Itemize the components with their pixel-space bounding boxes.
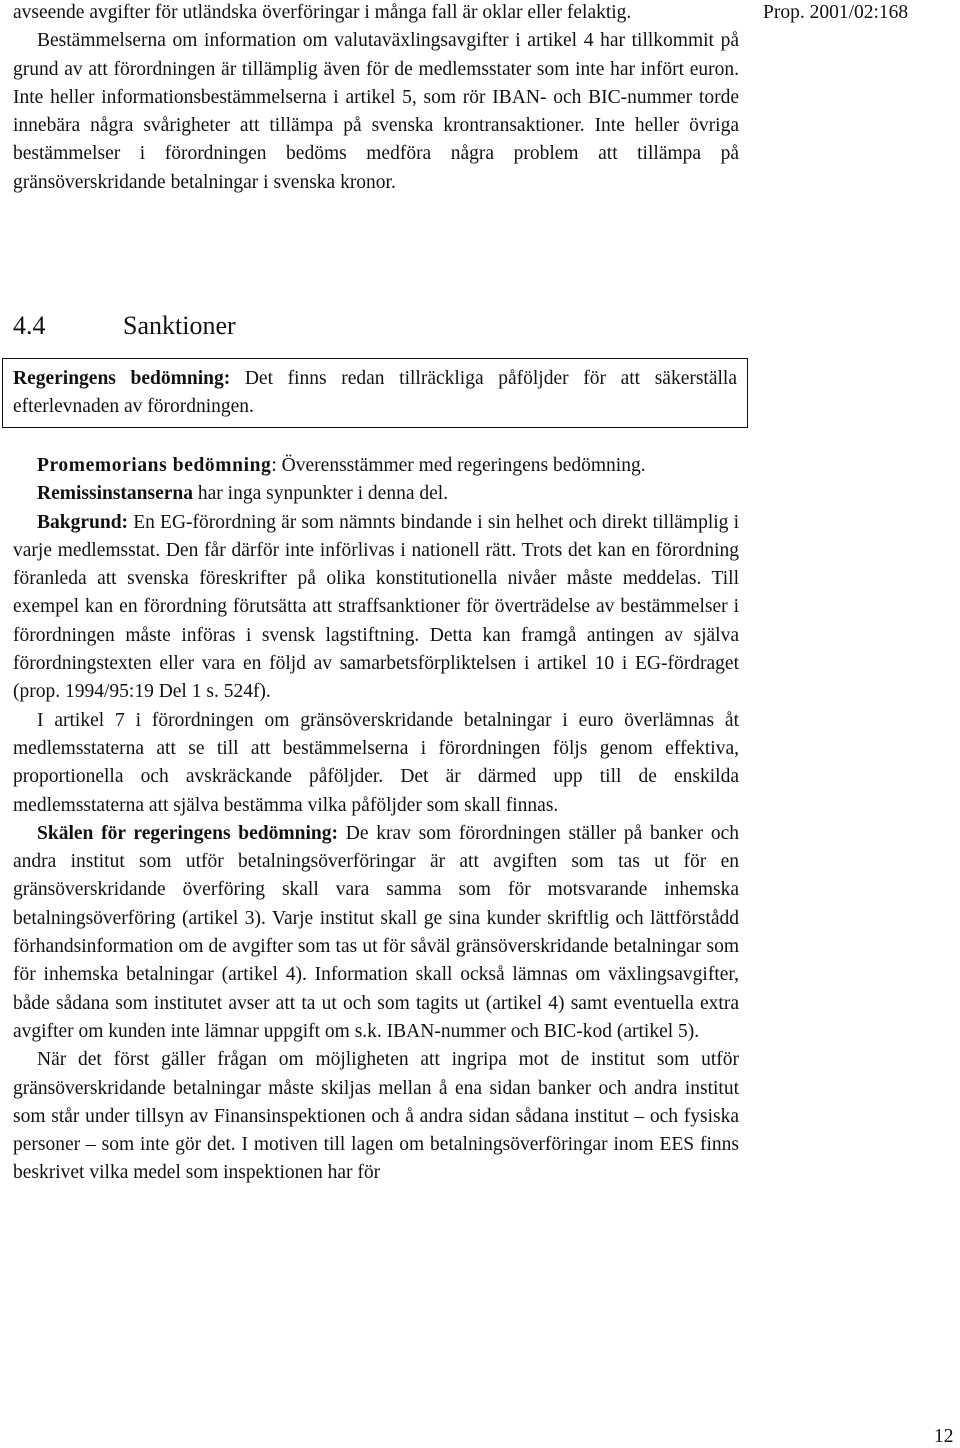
promemoria-label: Promemorians bedömning: [37, 455, 272, 476]
bakgrund-paragraph: [13, 509, 739, 707]
assessment-label: Regeringens bedömning:: [13, 368, 231, 389]
proposition-reference: Prop. 2001/02:168: [763, 2, 909, 23]
remiss-label: Remissinstanserna: [37, 483, 194, 505]
intro-text: [13, 0, 739, 197]
promemoria-text: : Överensstämmer med regeringens bedömning.: [271, 455, 646, 476]
bakgrund-text: En EG-förordning är som nämnts bindande i sin helhet och direkt tillämplig i varje medlemsstat. Den får därför inte införlivas i nationell rätt. Trots det kan en förordning föranleda att svenska föreskrifter på olika konstitutionella nivåer måste meddelas. Till exempel kan en förordning förutsätta att straffsanktioner för överträdelse av bestämmelser i förordningen måste införas i svensk lagstiftning. Detta kan framgå antingen av själva förordningstexten eller vara en följd av samarbetsförpliktelsen i artikel 10 i EG-fördraget (prop. 1994/95:19 Del 1 s. 524f).: [13, 511, 739, 703]
skal-paragraph: [13, 820, 739, 1046]
assessment-text: Det finns redan tillräckliga påföljder för att säkerställa efterlevnaden av förordningen.: [13, 368, 737, 418]
government-assessment-box: [2, 358, 748, 428]
section-title: Sanktioner: [123, 311, 236, 340]
bakgrund-label: Bakgrund:: [37, 511, 129, 533]
remiss-text: har inga synpunkter i denna del.: [193, 483, 449, 505]
remiss-paragraph: [13, 480, 739, 508]
section-number: 4.4: [13, 311, 46, 340]
section-heading: [13, 309, 236, 343]
intro-paragraph-1: avseende avgifter för utländska överföringar i många fall är oklar eller felaktig.: [13, 2, 632, 23]
promemoria-paragraph: [13, 452, 739, 480]
skal-label: Skälen för regeringens bedömning:: [37, 822, 338, 844]
artikel7-paragraph: I artikel 7 i förordningen om gränsöverskridande betalningar i euro överlämnas åt medlemsstaterna att se till att bestämmelserna i förordningen följs genom effektiva, proportionella och avskräckande påföljder. Det är därmed upp till de enskilda medlemsstaterna att själva bestämma vilka påföljder som skall finnas.: [13, 709, 739, 816]
body-text: [13, 452, 739, 1188]
skal-text: De krav som förordningen ställer på banker och andra institut som utför betalningsöverföringar är att avgiften som tas ut för en gränsöverskridande överföring skall vara samma som för motsvarande inhemska betalningsöverföring (artikel 3). Varje institut skall ge sina kunder skriftlig och lättförstådd förhandsinformation om de avgifter som tas ut för såväl gränsöverskridande betalningar som för inhemska betalningar (artikel 4). Information skall också lämnas om växlingsavgifter, både sådana som institutet avser att ta ut och som tagits ut (artikel 4) samt eventuella extra avgifter om kunden inte lämnar uppgift om s.k. IBAN-nummer och BIC-kod (artikel 5).: [13, 822, 739, 1042]
page-number: 12: [934, 1426, 954, 1447]
final-paragraph: När det först gäller frågan om möjligheten att ingripa mot de institut som utför gränsöverskridande betalningar måste skiljas mellan å ena sidan banker och andra institut som står under tillsyn av Finansinspektionen och å andra sidan sådana institut – och fysiska personer – som inte gör det. I motiven till lagen om betalningsöverföringar inom EES finns beskrivet vilka medel som inspektionen har för: [13, 1049, 739, 1184]
intro-paragraph-2: Bestämmelserna om information om valutaväxlingsavgifter i artikel 4 har tillkommit på grund av att förordningen är tillämplig även för de medlemsstater som inte har infört euron. Inte heller informationsbestämmelserna i artikel 5, som rör IBAN- och BIC-nummer torde innebära några svårigheter att tillämpa på svenska krontransaktioner. Inte heller övriga bestämmelser i förordningen bedöms medföra några problem att tillämpa på gränsöverskridande betalningar i svenska kronor.: [13, 30, 739, 193]
